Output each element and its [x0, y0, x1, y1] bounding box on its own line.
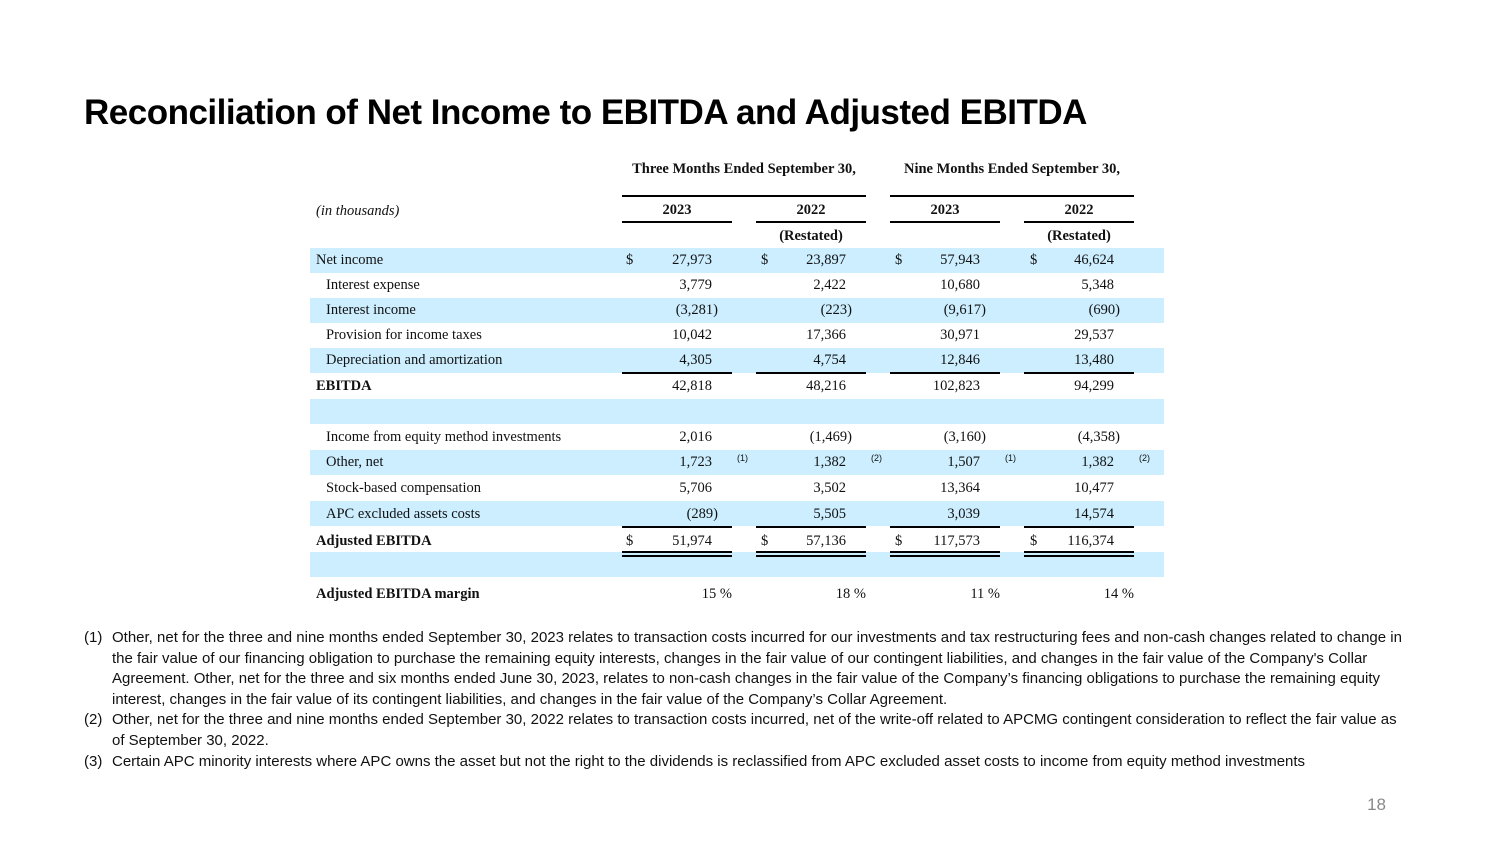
- table-cell: (4,358): [1077, 429, 1120, 445]
- row-label-other-net: Other, net: [326, 454, 384, 470]
- header-rule: [890, 195, 1134, 197]
- year-header: 2022: [796, 202, 826, 218]
- total-double-rule: [622, 551, 732, 553]
- table-cell: (1,469): [809, 429, 852, 445]
- footnote-label: (3): [84, 752, 103, 770]
- currency-symbol: $: [895, 252, 903, 268]
- currency-symbol: $: [1030, 533, 1038, 549]
- currency-symbol: $: [626, 533, 634, 549]
- total-double-rule: [1024, 555, 1134, 557]
- row-label-net-income: Net income: [316, 252, 384, 268]
- total-double-rule: [756, 551, 866, 553]
- footnote-item: [84, 628, 1402, 710]
- row-label-depreciation: Depreciation and amortization: [326, 352, 503, 368]
- header-rule: [890, 221, 1000, 223]
- table-cell: (289): [686, 506, 718, 522]
- table-cell: 3,039: [947, 506, 980, 522]
- table-cell: 57,943: [940, 252, 980, 268]
- table-cell: 5,706: [679, 480, 712, 496]
- table-cell: (223): [820, 302, 852, 318]
- table-cell: 116,374: [1067, 533, 1114, 549]
- footnote-label: (1): [84, 629, 103, 646]
- footnote-text: Other, net for the three and nine months ended September 30, 2023 relates to transaction costs incurred for our investments and tax restructuring fees and non-cash changes related to change in the fair value of our financing obligation to purchase the remaining equity interests, changes in the fair value of our contingent liabilities, and changes in the fair value of the Company's Collar Agreement. Other, net for the three and six months ended June 30, 2023, relates to non-cash changes in the fair value of the Company’s financing obligations to purchase the remaining equity interest, changes in the fair value of its contingent liabilities, and changes in the fair value of the Company’s Collar Agreement.: [112, 629, 1402, 708]
- table-cell: 5,505: [813, 506, 846, 522]
- table-cell: 27,973: [672, 252, 712, 268]
- year-header: 2023: [930, 202, 960, 218]
- table-cell: 13,480: [1074, 352, 1114, 368]
- total-double-rule: [1024, 551, 1134, 553]
- page-number: 18: [1367, 795, 1386, 814]
- table-cell: (9,617): [943, 302, 986, 318]
- table-cell: 48,216: [806, 378, 846, 394]
- footnote-item: [84, 752, 1402, 773]
- footnote-ref: (2): [1139, 453, 1150, 463]
- table-cell: 10,680: [940, 277, 980, 293]
- table-cell: 1,382: [813, 454, 846, 470]
- table-cell: 10,042: [672, 327, 712, 343]
- footnote-text: Certain APC minority interests where APC owns the asset but not the right to the dividends is reclassified from APC excluded asset costs to income from equity method investments: [112, 752, 1306, 770]
- table-cell: 1,507: [947, 454, 980, 470]
- currency-symbol: $: [626, 252, 634, 268]
- subtotal-rule: [756, 526, 866, 528]
- header-rule: [622, 195, 866, 197]
- table-cell: 1,723: [679, 454, 712, 470]
- footnote-ref: (2): [871, 453, 882, 463]
- table-cell: 12,846: [940, 352, 980, 368]
- restated-label: (Restated): [779, 228, 843, 244]
- currency-symbol: $: [761, 533, 769, 549]
- currency-symbol: $: [1030, 252, 1038, 268]
- total-double-rule: [890, 555, 1000, 557]
- header-rule: [622, 221, 732, 223]
- table-cell: 18 %: [835, 586, 866, 602]
- footnote-text: Other, net for the three and nine months ended September 30, 2022 relates to transaction costs incurred, net of the write-off related to APCMG contingent consideration to reflect the fair value as of September 30, 2022.: [112, 711, 1397, 749]
- currency-symbol: $: [761, 252, 769, 268]
- period-header-three-months: Three Months Ended September 30,: [632, 161, 856, 177]
- table-cell: 5,348: [1081, 277, 1114, 293]
- total-double-rule: [622, 555, 732, 557]
- table-cell: 11 %: [970, 586, 1000, 602]
- header-rule: [756, 221, 866, 223]
- footnote-item: [84, 710, 1402, 751]
- units-label: (in thousands): [316, 203, 400, 219]
- reconciliation-table: [310, 160, 1164, 610]
- table-cell: 15 %: [701, 586, 732, 602]
- page-title: Reconciliation of Net Income to EBITDA and Adjusted EBITDA: [84, 93, 1087, 132]
- table-cell: 23,897: [806, 252, 846, 268]
- row-band: [310, 399, 1164, 424]
- row-label-apc-excluded: APC excluded assets costs: [326, 506, 481, 522]
- table-cell: 94,299: [1074, 378, 1114, 394]
- table-cell: 42,818: [672, 378, 712, 394]
- period-header-nine-months: Nine Months Ended September 30,: [903, 161, 1121, 177]
- table-cell: 4,305: [679, 352, 712, 368]
- year-header: 2022: [1064, 202, 1094, 218]
- footnote-label: (2): [84, 711, 103, 729]
- year-header: 2023: [662, 202, 692, 218]
- row-label-income-taxes: Provision for income taxes: [326, 327, 482, 343]
- row-label-equity-method: Income from equity method investments: [326, 429, 562, 445]
- table-cell: 102,823: [932, 378, 980, 394]
- table-cell: 2,422: [813, 277, 846, 293]
- row-label-adjusted-ebitda: Adjusted EBITDA: [316, 533, 432, 549]
- subtotal-rule: [1024, 526, 1134, 528]
- table-cell: 13,364: [940, 480, 980, 496]
- row-label-adjusted-margin: Adjusted EBITDA margin: [316, 586, 480, 602]
- row-label-interest-expense: Interest expense: [326, 277, 420, 293]
- table-cell: 14 %: [1103, 586, 1134, 602]
- restated-label: (Restated): [1047, 228, 1111, 244]
- table-cell: 10,477: [1074, 480, 1114, 496]
- table-cell: 14,574: [1074, 506, 1114, 522]
- table-cell: 2,016: [679, 429, 712, 445]
- table-cell: 3,779: [679, 277, 712, 293]
- total-double-rule: [756, 555, 866, 557]
- footnotes: [84, 628, 1402, 772]
- header-rule: [1024, 221, 1134, 223]
- currency-symbol: $: [895, 533, 903, 549]
- table-cell: 51,974: [672, 533, 712, 549]
- table-cell: (3,281): [675, 302, 718, 318]
- row-label-stock-comp: Stock-based compensation: [326, 480, 482, 496]
- table-cell: 30,971: [940, 327, 980, 343]
- table-cell: (690): [1088, 302, 1120, 318]
- table-cell: 1,382: [1081, 454, 1114, 470]
- row-label-ebitda: EBITDA: [316, 378, 372, 394]
- total-double-rule: [890, 551, 1000, 553]
- subtotal-rule: [890, 526, 1000, 528]
- table-cell: 3,502: [813, 480, 846, 496]
- table-cell: 29,537: [1074, 327, 1114, 343]
- table-cell: 17,366: [806, 327, 846, 343]
- row-label-interest-income: Interest income: [326, 302, 416, 318]
- footnote-ref: (1): [737, 453, 748, 463]
- table-cell: (3,160): [943, 429, 986, 445]
- table-cell: 117,573: [933, 533, 980, 549]
- subtotal-rule: [622, 526, 732, 528]
- table-cell: 57,136: [806, 533, 846, 549]
- table-cell: 4,754: [813, 352, 846, 368]
- table-cell: 46,624: [1074, 252, 1114, 268]
- footnote-ref: (1): [1005, 453, 1016, 463]
